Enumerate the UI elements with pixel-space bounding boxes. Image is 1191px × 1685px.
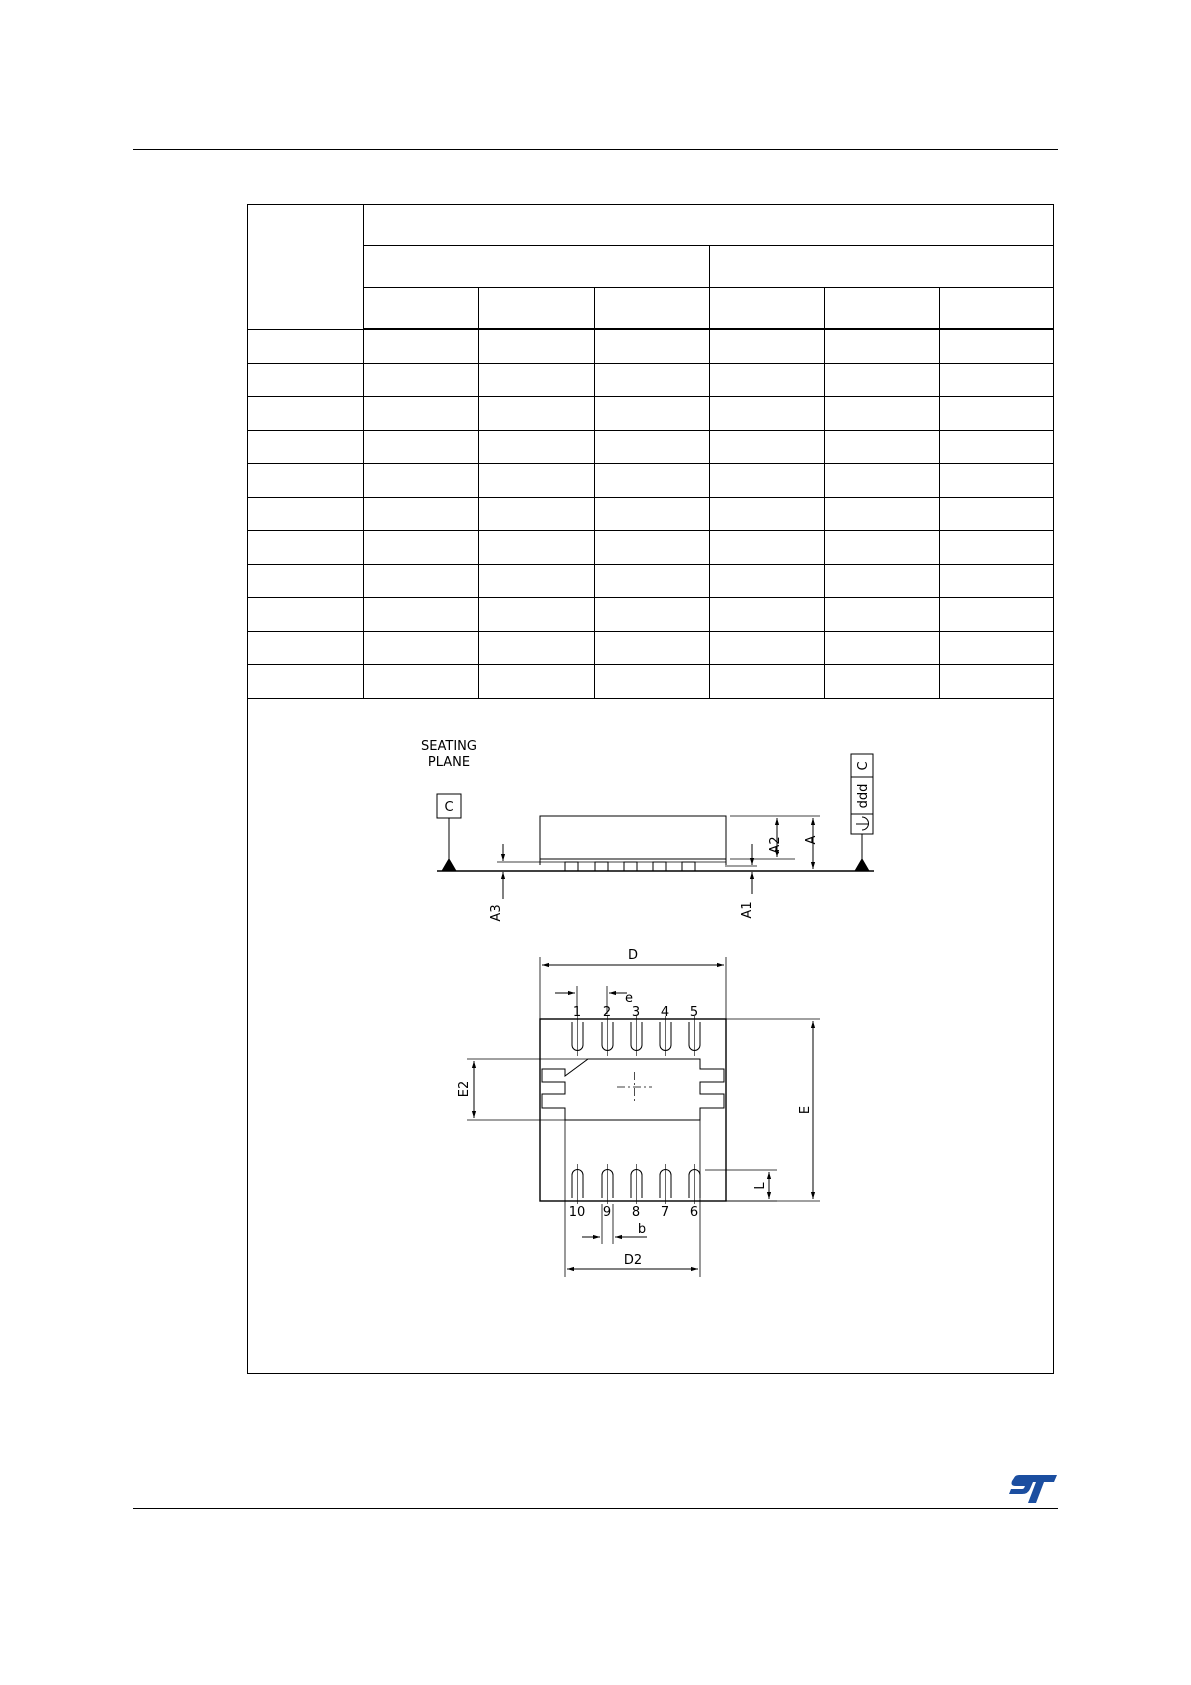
datum-c-label: C — [444, 800, 454, 815]
seating-plane-label: PLANE — [427, 755, 471, 770]
bottom-terminals — [572, 1164, 700, 1204]
pin-label: 4 — [660, 1005, 670, 1020]
l-label: L — [753, 1182, 768, 1190]
table-row — [247, 430, 1054, 464]
a2-label: A2 — [768, 836, 783, 854]
min-header-cell — [709, 288, 824, 330]
typ-header-cell — [824, 288, 939, 330]
table-row — [247, 464, 1054, 498]
a1-label: A1 — [740, 901, 755, 919]
max-header-cell — [594, 288, 709, 330]
terminal — [624, 862, 637, 871]
pin-label: 1 — [572, 1005, 582, 1020]
exposed-pad — [542, 1059, 724, 1120]
pin-label: 8 — [631, 1205, 641, 1220]
terminal — [653, 862, 666, 871]
typ-header-cell — [478, 288, 594, 330]
pin-label: 7 — [660, 1205, 670, 1220]
package-outline-drawing — [247, 704, 1054, 1374]
table-row — [247, 665, 1054, 699]
table-row — [247, 564, 1054, 598]
package-body — [540, 816, 726, 859]
e2-label: E2 — [457, 1080, 472, 1098]
terminal — [565, 862, 578, 871]
pin-label: 3 — [631, 1005, 641, 1020]
table-row — [247, 631, 1054, 665]
table-row — [247, 329, 1054, 363]
dim-header-cell — [247, 204, 363, 329]
pin-label: 10 — [568, 1205, 586, 1220]
max-header-cell — [939, 288, 1054, 330]
table-row — [247, 497, 1054, 531]
top-terminals — [572, 1016, 700, 1056]
mechanical-data-table — [247, 204, 1054, 699]
header-rule — [133, 149, 1058, 150]
table-row — [247, 363, 1054, 397]
table-row — [247, 397, 1054, 431]
terminal — [595, 862, 608, 871]
a3-label: A3 — [489, 904, 504, 922]
ddd-label: ddd — [856, 783, 871, 809]
datum-triangle-icon — [855, 859, 869, 871]
tolerance-datum-label: C — [856, 761, 871, 771]
datum-triangle-icon — [442, 859, 456, 871]
package-outline — [540, 1019, 726, 1201]
a-label: A — [804, 835, 819, 845]
d2-label: D2 — [623, 1253, 643, 1268]
pin-label: 9 — [602, 1205, 612, 1220]
dimensions-header-cell — [363, 204, 1054, 246]
min-header-cell — [363, 288, 478, 330]
d-label: D — [627, 948, 639, 963]
footer-rule — [133, 1508, 1058, 1509]
table-row — [247, 598, 1054, 632]
e-label: E — [798, 1105, 813, 1115]
inch-header-cell — [709, 246, 1054, 288]
pin-label: 5 — [689, 1005, 699, 1020]
table-row — [247, 531, 1054, 565]
b-label: b — [637, 1222, 647, 1237]
mm-header-cell — [363, 246, 709, 288]
e-pitch-label: e — [625, 991, 633, 1006]
coplanarity-icon — [856, 817, 869, 830]
side-view — [437, 754, 874, 899]
pin-label: 2 — [602, 1005, 612, 1020]
pin-label: 6 — [689, 1205, 699, 1220]
st-logo-icon — [1006, 1474, 1058, 1504]
seating-plane-label: SEATING — [421, 739, 477, 754]
terminal — [682, 862, 695, 871]
